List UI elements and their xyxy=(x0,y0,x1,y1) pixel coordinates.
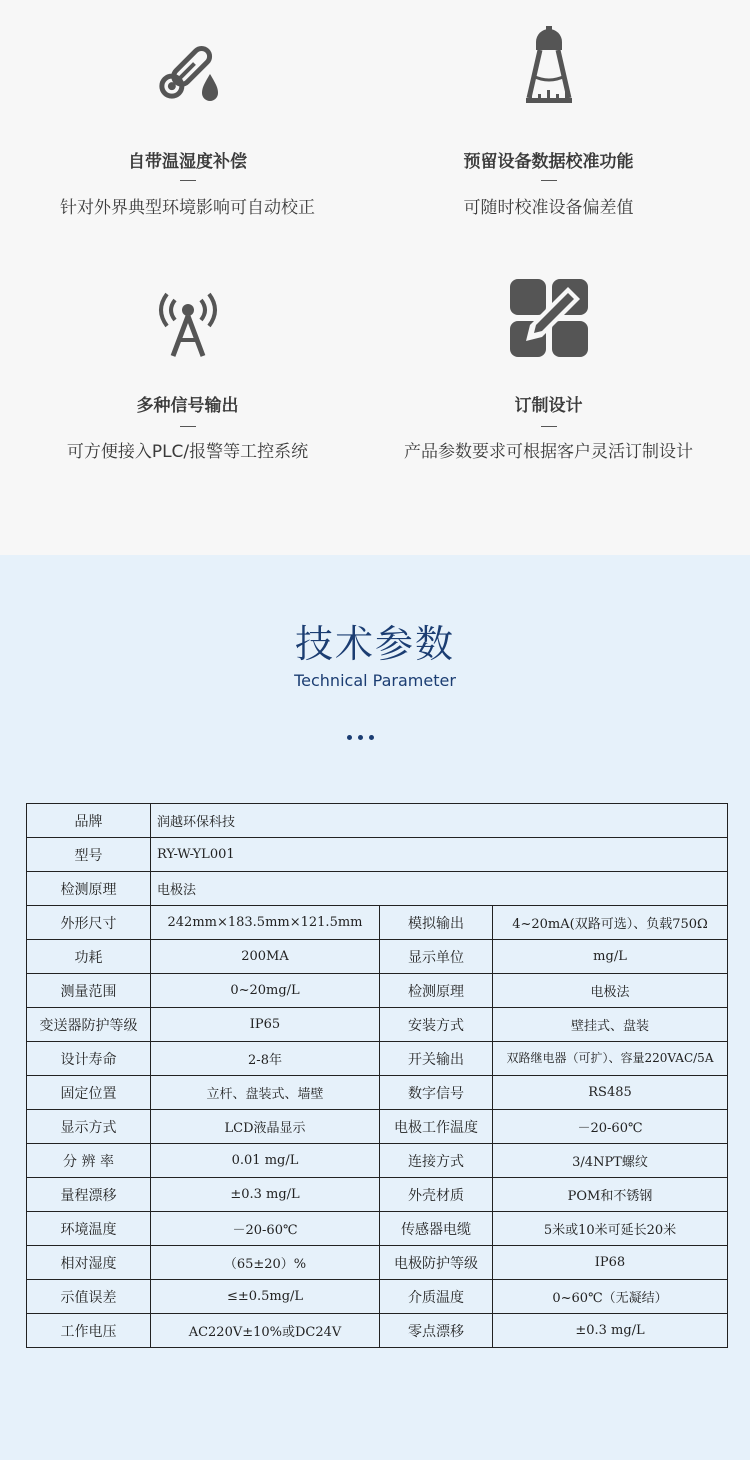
divider xyxy=(180,426,196,427)
param-value: 电极法 xyxy=(493,974,728,1008)
param-label: 工作电压 xyxy=(27,1314,151,1348)
table-row xyxy=(27,1280,728,1314)
table-row xyxy=(27,974,728,1008)
param-value: 双路继电器（可扩）、容量220VAC/5A xyxy=(493,1042,728,1076)
signal-tower-icon xyxy=(153,286,223,364)
param-label: 开关输出 xyxy=(380,1042,493,1076)
design-edit-icon xyxy=(508,277,590,363)
feature-title: 多种信号输出 xyxy=(136,396,239,416)
param-value: 0~60℃（无凝结） xyxy=(493,1280,728,1314)
param-value: POM和不锈钢 xyxy=(493,1178,728,1212)
param-label: 测量范围 xyxy=(27,974,151,1008)
param-label: 零点漂移 xyxy=(380,1314,493,1348)
param-label: 固定位置 xyxy=(27,1076,151,1110)
param-label: 检测原理 xyxy=(380,974,493,1008)
param-value: AC220V±10%或DC24V xyxy=(151,1314,380,1348)
feature-desc: 可方便接入PLC/报警等工控系统 xyxy=(66,442,309,462)
param-label: 型号 xyxy=(27,838,151,872)
param-label: 传感器电缆 xyxy=(380,1212,493,1246)
param-value: 3/4NPT螺纹 xyxy=(493,1144,728,1178)
table-row xyxy=(27,804,728,838)
feature-desc: 针对外界典型环境影响可自动校正 xyxy=(60,198,315,218)
param-label: 电极防护等级 xyxy=(380,1246,493,1280)
param-label: 示值误差 xyxy=(27,1280,151,1314)
divider xyxy=(180,180,196,181)
param-value: 2-8年 xyxy=(151,1042,380,1076)
feature-desc: 产品参数要求可根据客户灵活订制设计 xyxy=(404,442,693,462)
param-value: －20-60℃ xyxy=(151,1212,380,1246)
param-label: 检测原理 xyxy=(27,872,151,906)
table-row xyxy=(27,940,728,974)
params-table xyxy=(26,803,728,1348)
feature-custom-design xyxy=(361,260,736,520)
param-value: 200MA xyxy=(151,940,380,974)
features-section xyxy=(0,0,750,555)
param-value: 润越环保科技 xyxy=(151,804,728,838)
param-value: RS485 xyxy=(493,1076,728,1110)
feature-title: 自带温湿度补偿 xyxy=(128,152,247,172)
param-label: 功耗 xyxy=(27,940,151,974)
param-value: 242mm×183.5mm×121.5mm xyxy=(151,906,380,940)
feature-title: 预留设备数据校准功能 xyxy=(463,152,634,172)
table-row xyxy=(27,1212,728,1246)
param-label: 量程漂移 xyxy=(27,1178,151,1212)
param-value: 立杆、盘装式、墙壁 xyxy=(151,1076,380,1110)
feature-title: 订制设计 xyxy=(514,396,583,416)
param-label: 外壳材质 xyxy=(380,1178,493,1212)
param-value: 4~20mA(双路可选）、负载750Ω xyxy=(493,906,728,940)
param-value: 电极法 xyxy=(151,872,728,906)
tech-params-section xyxy=(0,555,750,1460)
compass-ruler-icon xyxy=(524,24,574,124)
divider xyxy=(541,180,557,181)
param-value: 0.01 mg/L xyxy=(151,1144,380,1178)
param-value: mg/L xyxy=(493,940,728,974)
param-value: ≤±0.5mg/L xyxy=(151,1280,380,1314)
param-value: IP65 xyxy=(151,1008,380,1042)
param-label: 变送器防护等级 xyxy=(27,1008,151,1042)
divider xyxy=(541,426,557,427)
param-value: ±0.3 mg/L xyxy=(151,1178,380,1212)
table-row xyxy=(27,1042,728,1076)
param-label: 电极工作温度 xyxy=(380,1110,493,1144)
param-label: 显示方式 xyxy=(27,1110,151,1144)
feature-calibration xyxy=(361,0,736,260)
feature-temp-humidity xyxy=(0,0,375,260)
param-value: （65±20）% xyxy=(151,1246,380,1280)
table-row xyxy=(27,838,728,872)
param-value: RY-W-YL001 xyxy=(151,838,728,872)
param-label: 设计寿命 xyxy=(27,1042,151,1076)
param-value: LCD液晶显示 xyxy=(151,1110,380,1144)
param-label: 环境温度 xyxy=(27,1212,151,1246)
table-row xyxy=(27,1246,728,1280)
section-title: 技术参数 xyxy=(294,622,455,666)
table-row xyxy=(27,872,728,906)
param-value: 5米或10米可延长20米 xyxy=(493,1212,728,1246)
param-value: 0~20mg/L xyxy=(151,974,380,1008)
param-value: －20-60℃ xyxy=(493,1110,728,1144)
thermometer-drop-icon xyxy=(152,38,224,114)
param-label: 相对湿度 xyxy=(27,1246,151,1280)
param-label: 分 辨 率 xyxy=(27,1144,151,1178)
param-label: 品牌 xyxy=(27,804,151,838)
table-row xyxy=(27,1144,728,1178)
param-label: 数字信号 xyxy=(380,1076,493,1110)
feature-desc: 可随时校准设备偏差值 xyxy=(463,198,634,218)
section-subtitle: Technical Parameter xyxy=(294,671,456,690)
param-label: 安装方式 xyxy=(380,1008,493,1042)
table-row xyxy=(27,906,728,940)
param-value: IP68 xyxy=(493,1246,728,1280)
table-row xyxy=(27,1178,728,1212)
param-label: 介质温度 xyxy=(380,1280,493,1314)
param-label: 模拟输出 xyxy=(380,906,493,940)
param-value: ±0.3 mg/L xyxy=(493,1314,728,1348)
table-row xyxy=(27,1008,728,1042)
param-value: 壁挂式、盘装 xyxy=(493,1008,728,1042)
param-label: 连接方式 xyxy=(380,1144,493,1178)
feature-signal-output xyxy=(0,260,375,520)
param-label: 显示单位 xyxy=(380,940,493,974)
table-row xyxy=(27,1110,728,1144)
param-label: 外形尺寸 xyxy=(27,906,151,940)
table-row xyxy=(27,1314,728,1348)
decorative-dots xyxy=(344,725,377,744)
table-row xyxy=(27,1076,728,1110)
